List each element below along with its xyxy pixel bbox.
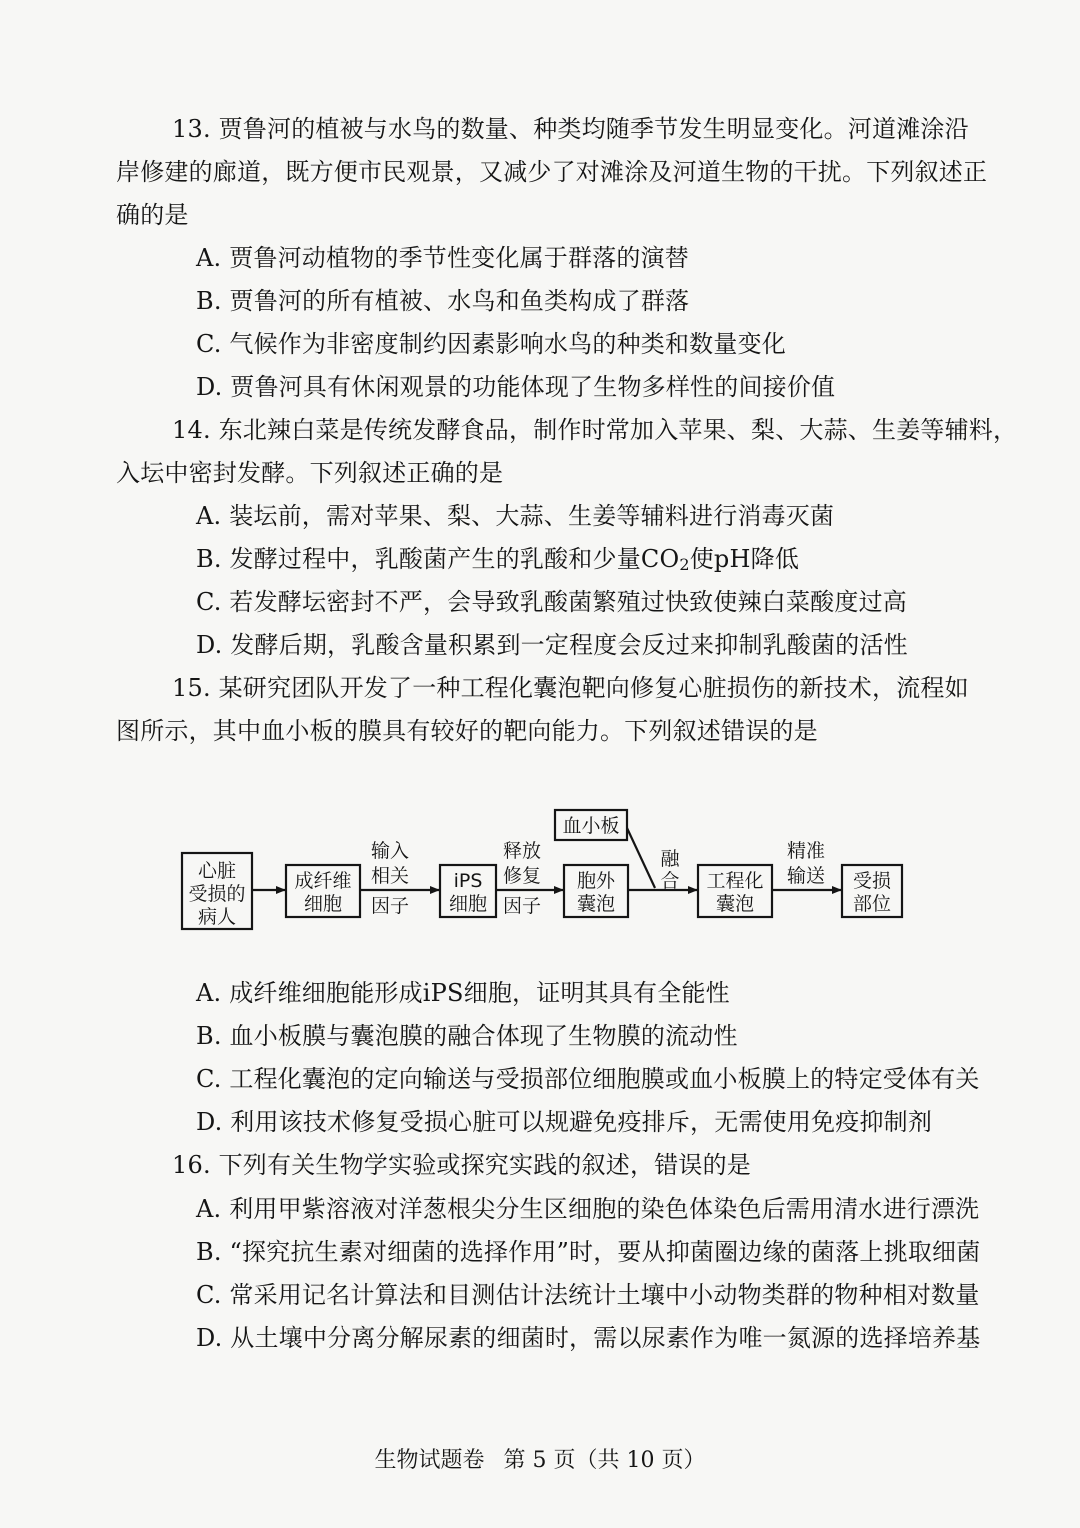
arrow-2-label-2: 相关 bbox=[370, 865, 410, 887]
box-platelet-label: 血小板 bbox=[562, 815, 620, 837]
q14-stem-line-2: 入坛中密封发酵。下列叙述正确的是 bbox=[116, 459, 504, 487]
footer-subject: 生物试题卷 bbox=[374, 1448, 485, 1473]
q14-option-c: C. 若发酵坛密封不严，会导致乳酸菌繁殖过快致使辣白菜酸度过高 bbox=[196, 588, 907, 616]
box-ips-cell-line-2: 细胞 bbox=[448, 893, 488, 915]
q13-option-b: B. 贾鲁河的所有植被、水鸟和鱼类构成了群落 bbox=[196, 287, 690, 315]
arrow-3-label-1: 释放 bbox=[502, 840, 542, 862]
q14-option-a: A. 装坛前，需对苹果、梨、大蒜、生姜等辅料进行消毒灭菌 bbox=[196, 502, 835, 530]
arrow-4-label-1: 融 bbox=[660, 848, 680, 870]
q14-option-d: D. 发酵后期，乳酸含量积累到一定程度会反过来抑制乳酸菌的活性 bbox=[196, 631, 908, 659]
box-patient-line-1: 心脏 bbox=[197, 860, 237, 882]
q16-option-a: A. 利用甲紫溶液对洋葱根尖分生区细胞的染色体染色后需用清水进行漂洗 bbox=[196, 1195, 980, 1223]
arrow-4-label-2: 合 bbox=[660, 870, 680, 892]
q15-stem-line-1: 15. 某研究团队开发了一种工程化囊泡靶向修复心脏损伤的新技术，流程如 bbox=[172, 674, 969, 702]
q14-option-b-subscript: 2 bbox=[679, 555, 690, 574]
q15-option-d: D. 利用该技术修复受损心脏可以规避免疫排斥，无需使用免疫抑制剂 bbox=[196, 1108, 933, 1136]
box-engineered-vesicle-line-2: 囊泡 bbox=[715, 893, 755, 915]
box-patient-line-3: 病人 bbox=[197, 906, 237, 928]
arrow-platelet-merge bbox=[627, 828, 655, 888]
q15-option-b: B. 血小板膜与囊泡膜的融合体现了生物膜的流动性 bbox=[196, 1022, 738, 1050]
arrow-3-label-2: 修复 bbox=[502, 865, 542, 887]
box-patient-line-2: 受损的 bbox=[188, 883, 246, 905]
q16-option-b: B. “探究抗生素对细菌的选择作用”时，要从抑菌圈边缘的菌落上挑取细菌 bbox=[196, 1238, 981, 1266]
q13-option-c: C. 气候作为非密度制约因素影响水鸟的种类和数量变化 bbox=[196, 330, 786, 358]
box-fibroblast-line-1: 成纤维 bbox=[294, 870, 352, 892]
box-damaged-site-line-1: 受损 bbox=[852, 870, 892, 892]
q13-stem-line-1: 13. 贾鲁河的植被与水鸟的数量、种类均随季节发生明显变化。河道滩涂沿 bbox=[172, 115, 969, 143]
arrow-5-label-1: 精准 bbox=[786, 840, 826, 862]
box-engineered-vesicle-line-1: 工程化 bbox=[706, 870, 764, 892]
arrow-2-label-1: 输入 bbox=[370, 840, 410, 862]
box-extracellular-vesicle-line-1: 胞外 bbox=[576, 870, 616, 892]
q15-option-a: A. 成纤维细胞能形成iPS细胞，证明其具有全能性 bbox=[196, 979, 730, 1007]
flow-diagram bbox=[150, 790, 930, 950]
box-extracellular-vesicle-line-2: 囊泡 bbox=[576, 893, 616, 915]
q14-option-b bbox=[196, 542, 799, 576]
page-footer bbox=[0, 1446, 1080, 1476]
arrow-2-label-3: 因子 bbox=[370, 895, 410, 917]
q15-stem-line-2: 图所示，其中血小板的膜具有较好的靶向能力。下列叙述错误的是 bbox=[116, 717, 818, 745]
box-fibroblast-line-2: 细胞 bbox=[303, 893, 343, 915]
q14-option-b-text: B. 发酵过程中，乳酸菌产生的乳酸和少量CO bbox=[196, 545, 680, 573]
q16-option-c: C. 常采用记名计算法和目测估计法统计土壤中小动物类群的物种相对数量 bbox=[196, 1281, 980, 1309]
arrow-5-label-2: 输送 bbox=[786, 865, 826, 887]
box-damaged-site-line-2: 部位 bbox=[852, 893, 892, 915]
q16-option-d: D. 从土壤中分离分解尿素的细菌时，需以尿素作为唯一氮源的选择培养基 bbox=[196, 1324, 981, 1352]
q13-stem-line-3: 确的是 bbox=[116, 201, 189, 229]
q15-option-c: C. 工程化囊泡的定向输送与受损部位细胞膜或血小板膜上的特定受体有关 bbox=[196, 1065, 980, 1093]
q13-option-d: D. 贾鲁河具有休闲观景的功能体现了生物多样性的间接价值 bbox=[196, 373, 836, 401]
q14-option-b-tail: 使pH降低 bbox=[689, 545, 800, 573]
box-ips-cell-line-1: iPS bbox=[453, 870, 483, 892]
q13-option-a: A. 贾鲁河动植物的季节性变化属于群落的演替 bbox=[196, 244, 689, 272]
arrow-3-label-3: 因子 bbox=[502, 895, 542, 917]
footer-page-number: 第 5 页（共 10 页） bbox=[503, 1448, 706, 1473]
q14-stem-line-1: 14. 东北辣白菜是传统发酵食品，制作时常加入苹果、梨、大蒜、生姜等辅料， bbox=[172, 416, 1018, 444]
q13-stem-line-2: 岸修建的廊道，既方便市民观景，又减少了对滩涂及河道生物的干扰。下列叙述正 bbox=[116, 158, 988, 186]
q16-stem-line-1: 16. 下列有关生物学实验或探究实践的叙述，错误的是 bbox=[172, 1151, 751, 1179]
